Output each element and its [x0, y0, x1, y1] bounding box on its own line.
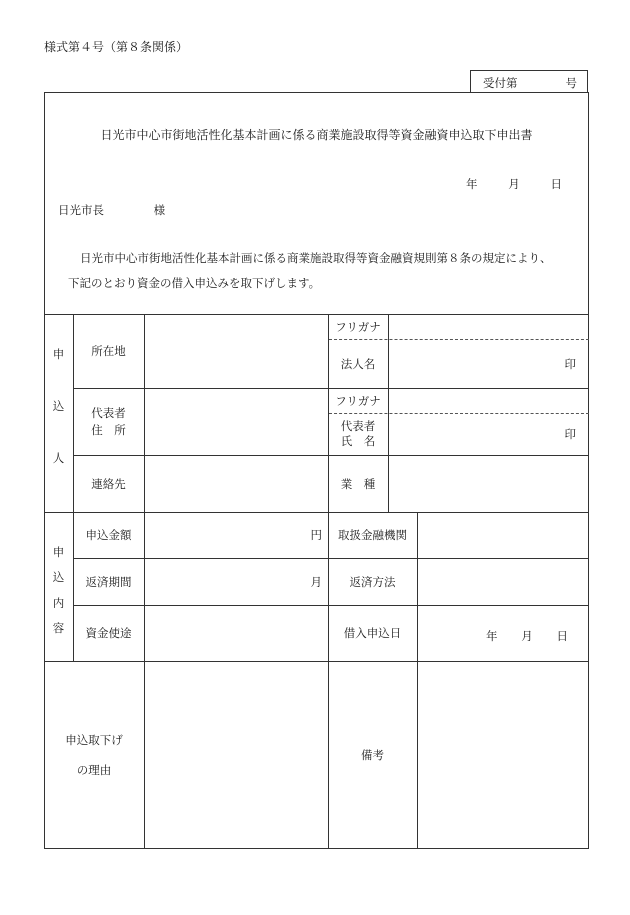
method-label: 返済方法	[349, 574, 396, 589]
form-number: 様式第４号（第８条関係）	[44, 40, 189, 54]
rep-address-label-line2: 住 所	[91, 422, 126, 437]
body-text-line-2: 下記のとおり資金の借入申込みを取下げします。	[68, 276, 321, 290]
addressee	[58, 202, 165, 218]
receipt-label: 受付第	[483, 76, 518, 90]
divider-applicant-col2	[144, 314, 145, 512]
apply-date-day: 日	[556, 629, 568, 643]
divider-content-col4	[417, 512, 418, 661]
amount-unit: 円	[310, 528, 322, 542]
application-char-4: 容	[52, 620, 65, 635]
date-day: 日	[550, 177, 562, 191]
body-text-line-1: 日光市中心市街地活性化基本計画に係る商業施設取得等資金融資規則第８条の規定により、	[80, 251, 552, 265]
corp-name-label: 法人名	[340, 356, 376, 371]
rep-name-label-line2: 氏 名	[340, 434, 376, 448]
period-label: 返済期間	[85, 574, 132, 589]
rep-address-label	[73, 388, 144, 455]
application-char-3: 内	[52, 595, 65, 610]
application-char-2: 込	[52, 570, 65, 585]
submission-date	[466, 176, 562, 192]
industry-label: 業 種	[340, 476, 376, 491]
apply-date-month: 月	[521, 629, 533, 643]
applicant-char-1: 申	[52, 347, 65, 361]
divider-withdrawal-col1	[144, 661, 145, 849]
applicant-section-label	[44, 346, 73, 466]
application-section-label	[44, 544, 73, 636]
apply-date-label: 借入申込日	[343, 626, 402, 640]
withdrawal-reason-line1: 申込取下げ	[65, 733, 123, 747]
date-month: 月	[508, 177, 520, 191]
applicant-char-2: 込	[52, 399, 65, 413]
remarks-label: 備考	[361, 748, 384, 762]
divider-withdrawal-col3	[417, 661, 418, 849]
applicant-char-3: 人	[52, 451, 65, 465]
seal-mark-2: 印	[564, 427, 576, 441]
withdrawal-reason-label	[44, 661, 144, 849]
addressee-honorific: 様	[153, 203, 166, 217]
contact-label: 連絡先	[91, 476, 126, 491]
rep-address-label-line1: 代表者	[91, 405, 126, 420]
apply-date-year: 年	[486, 629, 498, 643]
withdrawal-reason-line2: の理由	[76, 763, 112, 777]
receipt-suffix: 号	[565, 76, 577, 90]
form-title: 日光市中心市街地活性化基本計画に係る商業施設取得等資金融資申込取下申出書	[100, 127, 533, 142]
amount-label: 申込金額	[85, 528, 132, 542]
application-char-1: 申	[52, 545, 65, 559]
address-label: 所在地	[91, 344, 126, 358]
institution-label: 取扱金融機関	[338, 528, 407, 542]
rep-name-label-line1: 代表者	[340, 419, 376, 433]
receipt-box	[470, 70, 588, 92]
rep-name-label	[328, 413, 388, 455]
furigana-label-2: フリガナ	[335, 393, 381, 408]
seal-mark-1: 印	[564, 356, 576, 371]
apply-date	[486, 628, 568, 644]
usage-label: 資金使途	[85, 626, 132, 640]
period-unit: 月	[310, 574, 322, 589]
addressee-name: 日光市長	[58, 203, 104, 217]
furigana-label-1: フリガナ	[335, 319, 381, 334]
date-year: 年	[466, 177, 478, 191]
